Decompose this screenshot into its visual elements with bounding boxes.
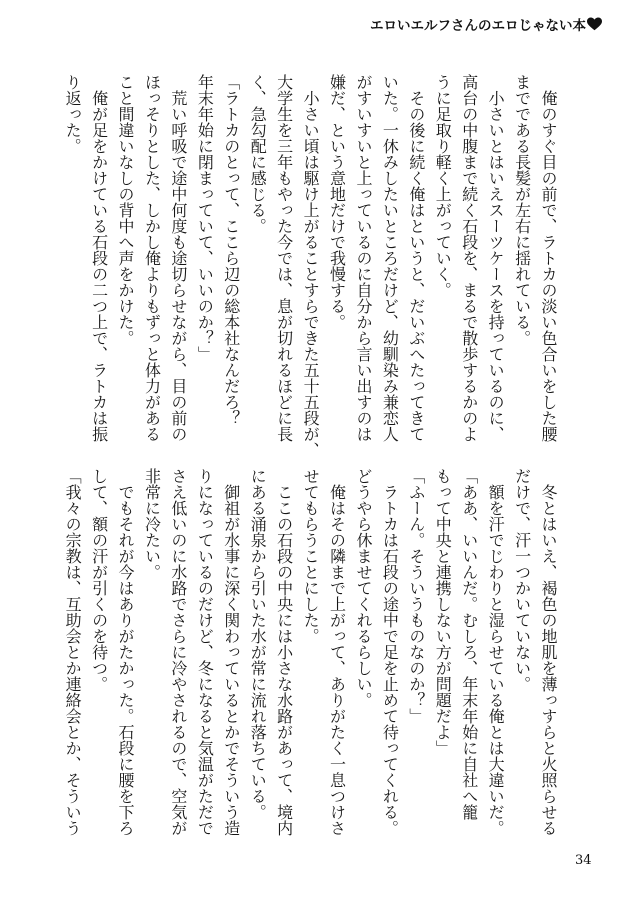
text-column: して、額の汗が引くのを待つ。 xyxy=(89,468,109,692)
text-column: こと間違いなしの背中へ声をかけた。 xyxy=(116,74,135,346)
text-column: 小さいとはいえスーツケースを持っているのに、 xyxy=(486,74,506,442)
text-column: 小さい頃は駆け上がることすらできた五十五段が、 xyxy=(301,74,321,458)
book-title: エロいエルフさんのエロじゃない本 xyxy=(370,18,586,34)
text-column: その後に続く俺はというと、だいぶへたってきて xyxy=(406,74,426,442)
text-column: ラトカは石段の途中で足を止めて待ってくれる。 xyxy=(380,468,400,836)
heart-icon xyxy=(587,17,602,31)
text-column: がすいすいと上っているのに自分から言い出すのは xyxy=(353,74,373,442)
text-column: もって中央と連携しない方が問題だよ」 xyxy=(433,468,453,756)
text-column: 冬とはいえ、褐色の地肌を薄っすらと火照らせる xyxy=(539,468,558,836)
text-column: にある涌泉から引いた水が常に流れ落ちている。 xyxy=(248,468,268,820)
text-column: ここの石段の中央には小さな水路があって、境内 xyxy=(274,468,294,836)
text-column: 御祖が水事に深く関わっているとかでそういう造 xyxy=(221,468,241,836)
text-column: り返った。 xyxy=(63,74,83,154)
text-column: 荒い呼吸で途中何度も途切らせながら、目の前の xyxy=(168,74,188,442)
text-column: いた。一休みしたいところだけど、幼馴染み兼恋人 xyxy=(380,74,400,442)
text-column: うに足取り軽く上がっていく。 xyxy=(433,74,453,298)
text-column: く、急勾配に感じる。 xyxy=(248,74,268,234)
running-header xyxy=(370,13,602,35)
text-column: 俺が足をかけている石段の二つ上で、ラトカは振 xyxy=(89,74,109,442)
text-column: 大学生を三年もやった今では、息が切れるほどに長 xyxy=(274,74,294,442)
text-column: せてもらうことにした。 xyxy=(301,468,321,644)
text-column: 「我々の宗教は、互助会とか連絡会とか、そういう xyxy=(63,468,83,836)
text-column: さえ低いのに水路でさらに冷やされるので、空気が xyxy=(168,468,188,836)
text-column: 「ああ、いいんだ。むしろ、年末年始に自社へ籠 xyxy=(459,468,479,820)
text-column: どうやら休ませてくれるらしい。 xyxy=(353,468,373,708)
text-column: 嫌だ、という意地だけで我慢する。 xyxy=(327,74,347,330)
text-column: 額を汗でじわりと湿らせている俺とは大違いだ。 xyxy=(486,468,506,836)
text-column: 「ふーん。そういうものなのか？」 xyxy=(406,468,426,724)
text-column: 俺はその隣まで上がって、ありがたく一息つけさ xyxy=(327,468,347,836)
text-column: 高台の中腹まで続く石段を、まるで散歩するかのよ xyxy=(459,74,479,442)
text-block-lower xyxy=(58,468,561,836)
page-number: 34 xyxy=(575,853,592,868)
text-column: までである長髪が左右に揺れている。 xyxy=(512,74,532,346)
text-column: ほっそりとした、しかし俺よりもずっと体力がある xyxy=(142,74,162,442)
text-block-upper xyxy=(58,74,561,458)
text-column: 「ラトカのとって、ここら辺の総本社なんだろ？ xyxy=(221,74,241,426)
text-column: でもそれが今はありがたかった。石段に腰を下ろ xyxy=(116,468,135,836)
text-column: 非常に冷たい。 xyxy=(142,468,162,580)
text-column: りになっているのだけど、冬になると気温がただで xyxy=(195,468,215,836)
text-column: 俺のすぐ目の前で、ラトカの淡い色合いをした腰 xyxy=(539,74,558,442)
text-column: 年末年始に閉まっていて、いいのか？」 xyxy=(195,74,215,362)
text-column: だけで、汗一つかいていない。 xyxy=(512,468,532,692)
